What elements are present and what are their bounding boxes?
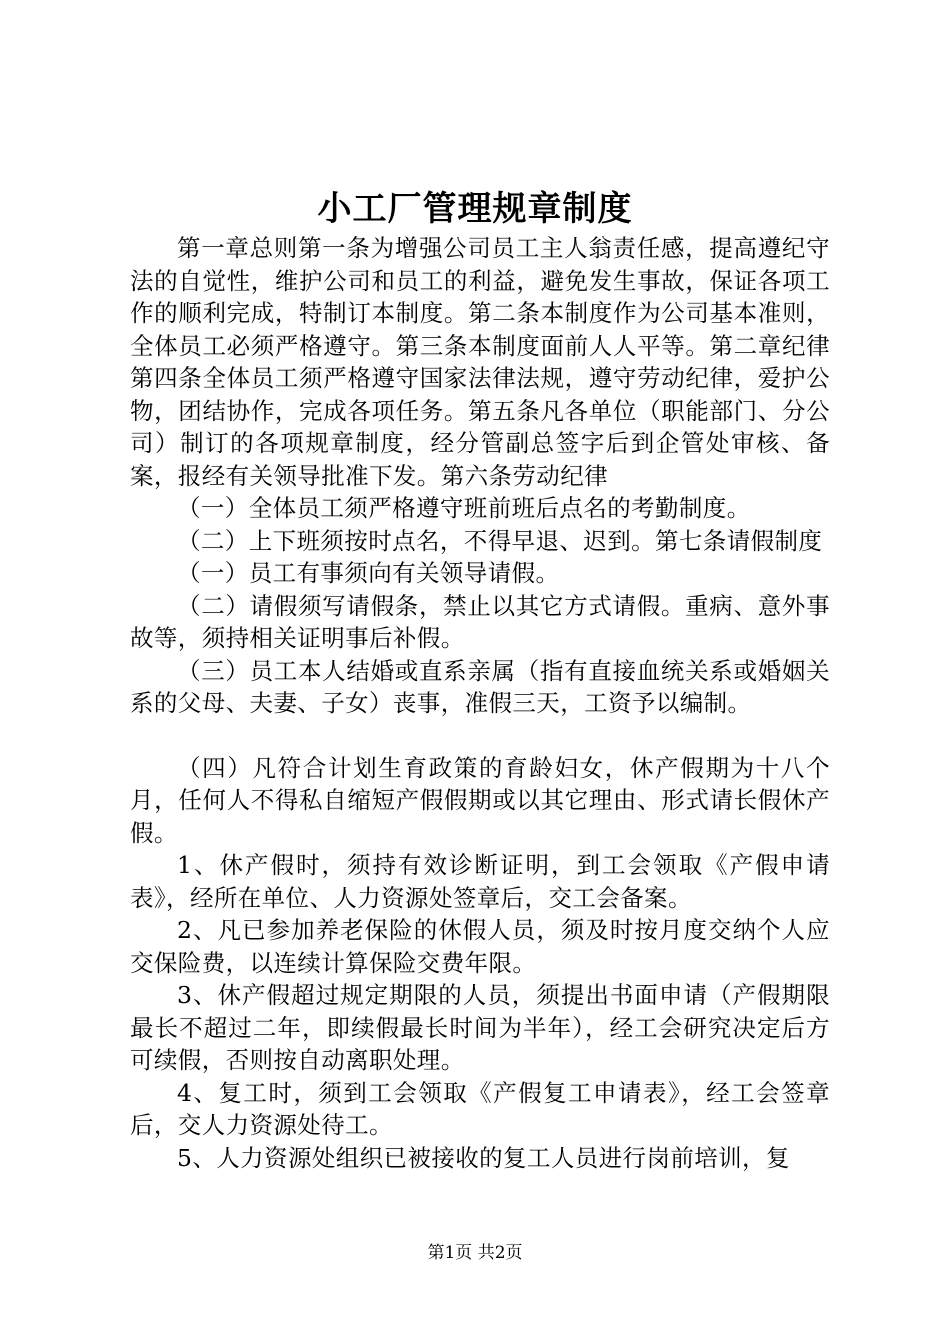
paragraph-general-provisions: 第一章总则第一条为增强公司员工主人翁责任感，提高遵纪守法的自觉性，维护公司和员工的利益，避免发生事故，保证各项工作的顺利完成，特制订本制度。第二条本制度作为公司基本准则，全体员工必须严格遵守。第三条本制度面前人人平等。第二章纪律第四条全体员工须严格遵守国家法律法规，遵守劳动纪律，爱护公物，团结协作，完成各项任务。第五条凡各单位（职能部门、分公司）制订的各项规章制度，经分管副总签字后到企管处审核、备案，报经有关领导批准下发。第六条劳动纪律 (130, 234, 830, 490)
page-number-footer: 第1页 共2页 (427, 1243, 523, 1263)
paragraph-leave-request: （一）员工有事须向有关领导请假。 (177, 559, 560, 587)
paragraph-attendance: （一）全体员工须严格遵守班前班后点名的考勤制度。 (177, 494, 751, 522)
paragraph-maternity-item-4: 4、复工时，须到工会领取《产假复工申请表》，经工会签章后，交人力资源处待工。 (130, 1078, 830, 1139)
paragraph-maternity-item-3: 3、休产假超过规定期限的人员，须提出书面申请（产假期限最长不超过二年，即续假最长时间为半年），经工会研究决定后方可续假，否则按自动离职处理。 (130, 981, 830, 1074)
document-body (130, 232, 830, 1174)
paragraph-maternity-item-1: 1、休产假时，须持有效诊断证明，到工会领取《产假申请表》，经所在单位、人力资源处签章后，交工会备案。 (130, 851, 830, 912)
paragraph-leave-note: （二）请假须写请假条，禁止以其它方式请假。重病、意外事故等，须持相关证明事后补假。 (130, 591, 830, 652)
paragraph-punctuality: （二）上下班须按时点名，不得早退、迟到。第七条请假制度 (177, 526, 823, 555)
paragraph-marriage-funeral-leave: （三）员工本人结婚或直系亲属（指有直接血统关系或婚姻关系的父母、夫妻、子女）丧事，准假三天，工资予以编制。 (130, 656, 830, 717)
document-title: 小工厂管理规章制度 (317, 189, 633, 229)
paragraph-maternity-item-5: 5、人力资源处组织已被接收的复工人员进行岗前培训，复 (177, 1143, 790, 1172)
paragraph-maternity-leave: （四）凡符合计划生育政策的育龄妇女，休产假期为十八个月，任何人不得私自缩短产假假期或以其它理由、形式请长假休产假。 (130, 753, 830, 847)
paragraph-maternity-item-2: 2、凡已参加养老保险的休假人员，须及时按月度交纳个人应交保险费，以连续计算保险交费年限。 (130, 916, 830, 977)
